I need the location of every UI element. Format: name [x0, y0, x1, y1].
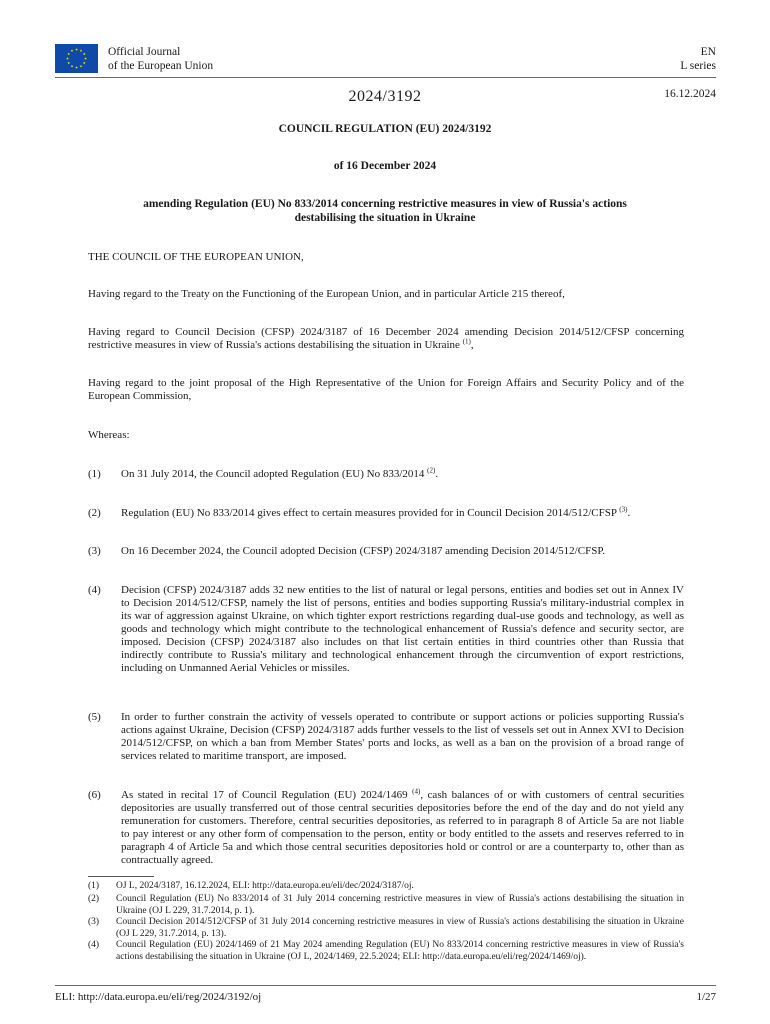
star-icon — [75, 66, 78, 69]
series-info — [680, 45, 716, 73]
footnote-ref[interactable]: (2) — [427, 466, 436, 475]
star-icon — [67, 62, 70, 65]
recital-number: (3) — [88, 545, 101, 557]
star-icon — [80, 49, 83, 52]
star-icon — [80, 65, 83, 68]
whereas-label: Whereas: — [88, 429, 130, 441]
regulation-title: COUNCIL REGULATION (EU) 2024/3192 — [278, 123, 492, 135]
journal-line-2: of the European Union — [108, 60, 214, 72]
star-icon — [75, 48, 78, 51]
journal-line-1: Official Journal — [108, 46, 181, 58]
footnote-ref[interactable]: (4) — [412, 787, 421, 796]
recital-text — [121, 468, 684, 481]
document-number: 2024/3192 — [348, 88, 422, 105]
recital-body: Regulation (EU) No 833/2014 gives effect to certain measures provided for in Council Decision 2014/512/CFSP — [121, 507, 617, 519]
regulation-date: of 16 December 2024 — [333, 160, 437, 172]
recital-number: (6) — [88, 789, 101, 801]
page-number: 1/27 — [696, 991, 716, 1003]
recital-text — [121, 545, 684, 558]
regard-text: Having regard to Council Decision (CFSP) 2024/3187 of 16 December 2024 amending Decision 2014/512/CFSP concerning restrictive measures in view of Russia's actions destabilising the situation in Ukraine — [88, 326, 684, 351]
recital-text — [121, 584, 684, 675]
footer-divider — [55, 985, 716, 986]
recital-text — [121, 789, 684, 867]
star-icon — [83, 53, 86, 56]
recital-number: (2) — [88, 507, 101, 519]
having-regard-proposal: Having regard to the joint proposal of the High Representative of the Union for Foreign Affairs and Security Policy and of the European Commission, — [88, 377, 684, 402]
recital-body: Decision (CFSP) 2024/3187 adds 32 new entities to the list of natural or legal persons, entities and bodies set out in Annex IV to Decision 2014/512/CFSP, namely the list of persons, entities and bodies supporting Russia's military-industrial complex in its war of aggression against Ukraine, on which tighter export restrictions regarding dual-use goods and technology, as well as goods and technology which might contribute to the technological enhancement of Russia's defence and security sector, are imposed. Decision (CFSP) 2024/3187 also includes on that list certain entities in third countries other than Russia that indirectly contribute to Russia's military and technological enhancement through the circumvention of export restrictions, including on Unmanned Aerial Vehicles or missiles. — [121, 584, 684, 674]
regard-end: , — [470, 339, 474, 351]
footnote-ref[interactable]: (3) — [619, 505, 628, 514]
star-icon — [66, 57, 69, 60]
star-icon — [71, 65, 74, 68]
recital-body: As stated in recital 17 of Council Regulation (EU) 2024/1469 — [121, 789, 408, 801]
star-icon — [84, 57, 87, 60]
star-icon — [67, 53, 70, 56]
recital-text — [121, 711, 684, 763]
recital-body-end: . — [627, 507, 631, 519]
council-statement: THE COUNCIL OF THE EUROPEAN UNION, — [88, 251, 304, 263]
series-label: L series — [680, 60, 716, 72]
footnote-text: Council Regulation (EU) No 833/2014 of 31 July 2014 concerning restrictive measures in view of Russia's actions destabilising the situation in Ukraine (OJ L 229, 31.7.2014, p. 1). — [116, 894, 684, 916]
eu-flag-icon — [55, 44, 98, 73]
regulation-subject — [80, 197, 690, 225]
recital-body: In order to further constrain the activity of vessels operated to contribute or support actions or policies supporting Russia's actions against Ukraine, Decision (CFSP) 2024/3187 adds further vessels to the list of vessels set out in Annex XVI to Decision 2014/512/CFSP, on which a ban from Member States' ports and locks, as well as a ban on the provision of a broad range of services related to maritime transport, are imposed. — [121, 711, 684, 762]
having-regard-decision — [88, 326, 684, 352]
footnote-number: (2) — [88, 894, 100, 904]
recital-body: On 16 December 2024, the Council adopted Decision (CFSP) 2024/3187 amending Decision 2014/512/CFSP. — [121, 545, 605, 557]
footnote-ref[interactable]: (1) — [462, 337, 471, 346]
footnote-number: (1) — [88, 881, 100, 891]
recital-body-end: . — [435, 468, 439, 480]
recital-text — [121, 507, 684, 520]
footnote-divider — [88, 876, 154, 877]
footnote-text: Council Decision 2014/512/CFSP of 31 July 2014 concerning restrictive measures in view of Russia's actions destabilising the situation in Ukraine (OJ L 229, 31.7.2014, p. 13). — [116, 917, 684, 939]
footnote-text: Council Regulation (EU) 2024/1469 of 21 May 2024 amending Regulation (EU) No 833/2014 concerning restrictive measures in view of Russia's actions destabilising the situation in Ukraine (OJ L, 2024/1469, 22.5.2024; ELI: http://data.europa.eu/eli/reg/2024/1469/oj). — [116, 940, 684, 962]
star-icon — [83, 62, 86, 65]
star-icon — [71, 49, 74, 52]
recital-body-end: , cash balances of or with customers of central securities depositories are usually transferred out of those central securities depositories before the end of the day and do not yield any remuneration for customers. Therefore, central securities depositories, as referred to in paragraph 8 of Article 5a are not liable to pay interest or any other form of compensation to the person, entity or body entitled to the assets and reserves referred to in paragraph 4 of Article 5a and which those central securities depositories hold or control or are a counterparty to, other than as contractually agreed. — [121, 789, 684, 866]
header-divider — [55, 77, 716, 78]
footnote-number: (3) — [88, 917, 100, 927]
subject-line-1: amending Regulation (EU) No 833/2014 concerning restrictive measures in view of Russia's actions — [143, 198, 627, 210]
having-regard-treaty: Having regard to the Treaty on the Functioning of the European Union, and in particular Article 215 thereof, — [88, 288, 565, 300]
recital-number: (1) — [88, 468, 101, 480]
recital-number: (5) — [88, 711, 101, 723]
footnote-number: (4) — [88, 940, 100, 950]
recital-body: On 31 July 2014, the Council adopted Regulation (EU) No 833/2014 — [121, 468, 425, 480]
journal-title — [108, 45, 213, 73]
subject-line-2: destabilising the situation in Ukraine — [294, 212, 476, 224]
recital-number: (4) — [88, 584, 101, 596]
document-date: 16.12.2024 — [664, 88, 716, 100]
language-code: EN — [700, 46, 716, 58]
footnote-text: OJ L, 2024/3187, 16.12.2024, ELI: http://data.europa.eu/eli/dec/2024/3187/oj. — [116, 881, 414, 891]
eli-link[interactable]: ELI: http://data.europa.eu/eli/reg/2024/3192/oj — [55, 991, 262, 1003]
